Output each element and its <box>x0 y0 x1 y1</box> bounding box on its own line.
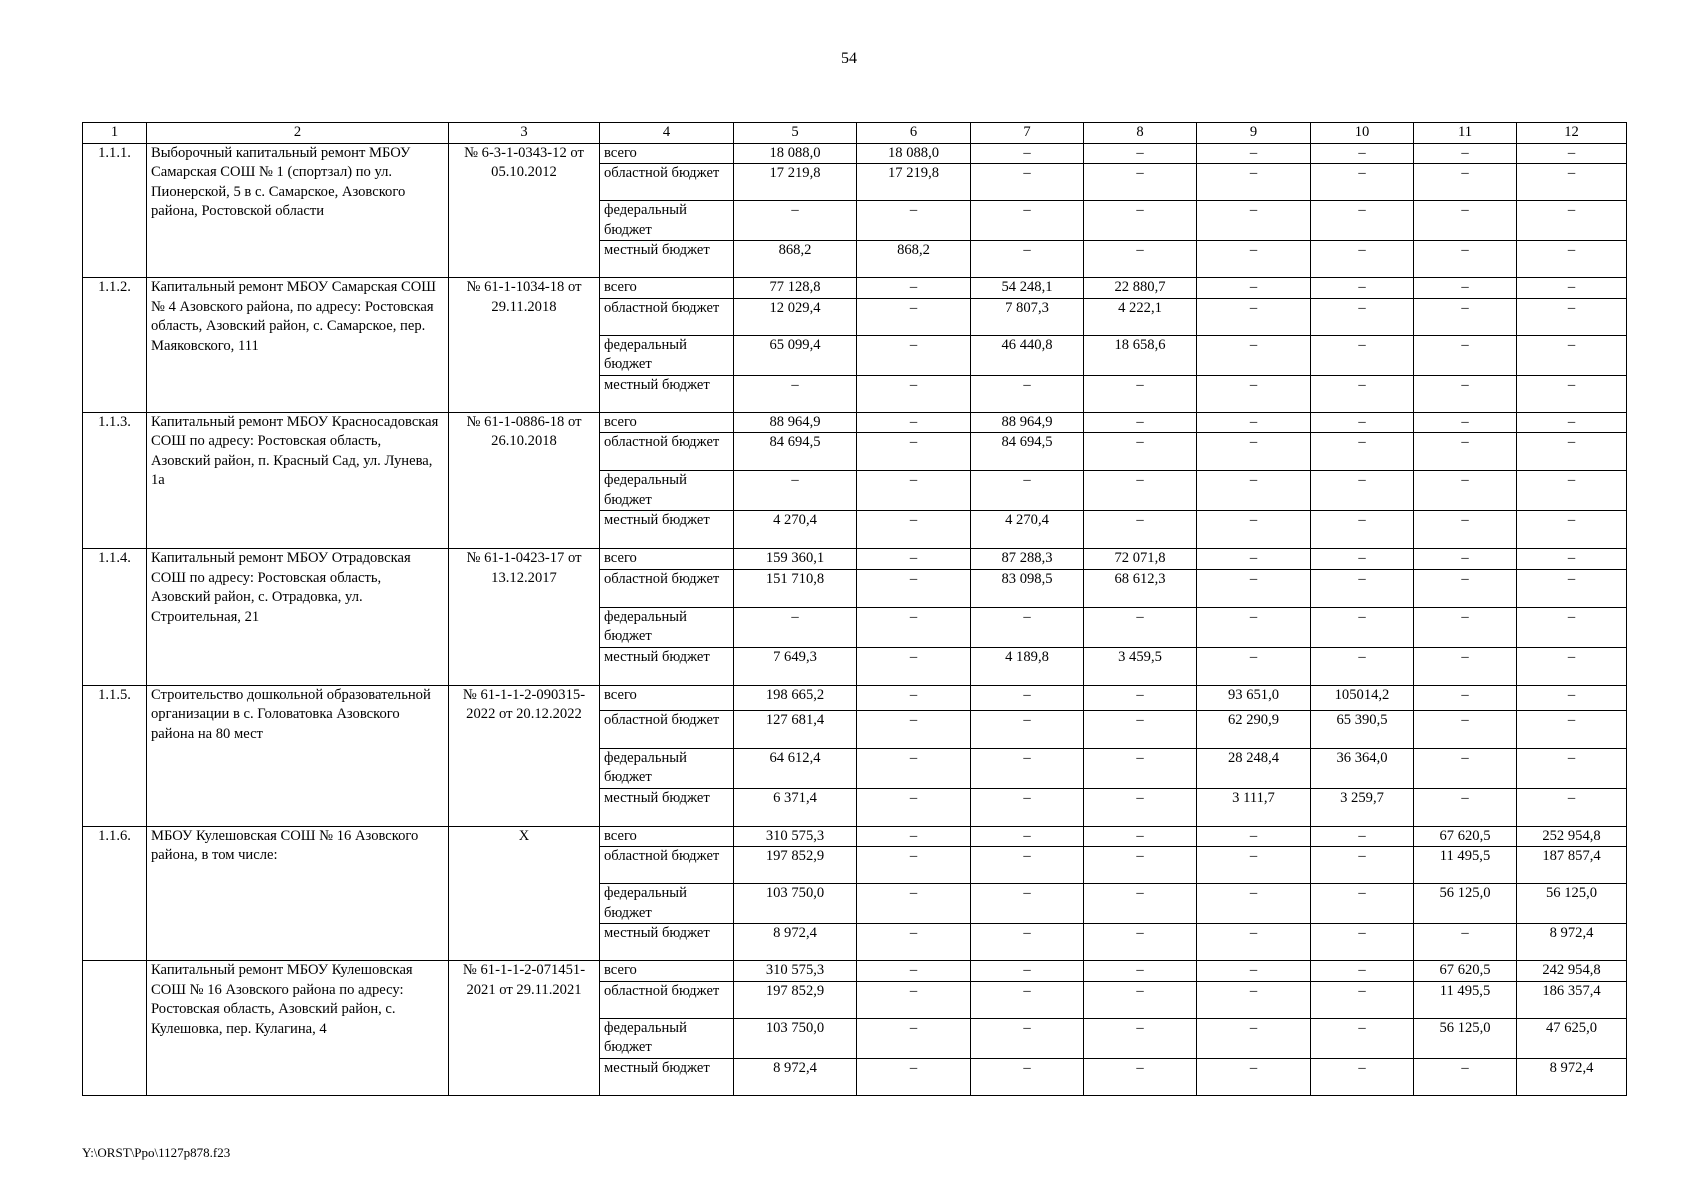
page-number: 54 <box>841 50 857 67</box>
amount-cell: – <box>1197 241 1311 278</box>
amount-cell: 4 189,8 <box>971 647 1084 685</box>
amount-cell: 8 972,4 <box>1517 924 1627 961</box>
amount-cell: – <box>1414 412 1517 433</box>
amount-cell: – <box>1414 924 1517 961</box>
funding-source: федеральный бюджет <box>600 884 734 924</box>
amount-cell: – <box>1517 143 1627 164</box>
funding-source: всего <box>600 278 734 299</box>
table-row <box>83 685 1627 710</box>
amount-cell: – <box>1084 143 1197 164</box>
section-name: Строительство дошкольной образовательной организации в с. Головатовка Азовского района на 80 мест <box>147 685 449 826</box>
amount-cell: – <box>1414 685 1517 710</box>
amount-cell: 87 288,3 <box>971 549 1084 570</box>
amount-cell: – <box>1311 826 1414 847</box>
section-number: 1.1.6. <box>83 826 147 961</box>
amount-cell: – <box>1084 201 1197 241</box>
amount-cell: – <box>1311 412 1414 433</box>
amount-cell: – <box>1197 924 1311 961</box>
funding-source: местный бюджет <box>600 924 734 961</box>
section-number: 1.1.1. <box>83 143 147 278</box>
amount-cell: – <box>734 471 857 511</box>
amount-cell: – <box>1084 375 1197 412</box>
amount-cell: 868,2 <box>734 241 857 278</box>
amount-cell: – <box>857 511 971 549</box>
funding-source: всего <box>600 143 734 164</box>
amount-cell: – <box>1311 433 1414 471</box>
funding-source: областной бюджет <box>600 164 734 201</box>
amount-cell: – <box>857 471 971 511</box>
amount-cell: 8 972,4 <box>1517 1058 1627 1095</box>
amount-cell: – <box>1197 471 1311 511</box>
amount-cell: 77 128,8 <box>734 278 857 299</box>
amount-cell: – <box>1197 647 1311 685</box>
amount-cell: 4 270,4 <box>971 511 1084 549</box>
amount-cell: – <box>1517 298 1627 335</box>
column-number: 12 <box>1517 123 1627 144</box>
amount-cell: 18 658,6 <box>1084 335 1197 375</box>
amount-cell: – <box>1414 511 1517 549</box>
amount-cell: – <box>1517 278 1627 299</box>
amount-cell: 6 371,4 <box>734 788 857 826</box>
funding-source: федеральный бюджет <box>600 1018 734 1058</box>
amount-cell: – <box>1517 375 1627 412</box>
amount-cell: 4 270,4 <box>734 511 857 549</box>
section-name: Капитальный ремонт МБОУ Кулешовская СОШ № 16 Азовского района по адресу: Ростовская область, Азовский район, с. Кулешовка, пер. Кулагина, 4 <box>147 961 449 1096</box>
amount-cell: – <box>1084 748 1197 788</box>
section-name: Капитальный ремонт МБОУ Красносадовская СОШ по адресу: Ростовская область, Азовский район, п. Красный Сад, ул. Лунева, 1а <box>147 412 449 549</box>
amount-cell: – <box>1517 685 1627 710</box>
amount-cell: 36 364,0 <box>1311 748 1414 788</box>
amount-cell: – <box>1084 1018 1197 1058</box>
amount-cell: – <box>1197 884 1311 924</box>
amount-cell: 7 649,3 <box>734 647 857 685</box>
amount-cell: 54 248,1 <box>971 278 1084 299</box>
amount-cell: – <box>1311 1018 1414 1058</box>
amount-cell: 197 852,9 <box>734 847 857 884</box>
amount-cell: 93 651,0 <box>1197 685 1311 710</box>
amount-cell: – <box>1414 549 1517 570</box>
table-row <box>83 826 1627 847</box>
amount-cell: – <box>1414 375 1517 412</box>
amount-cell: 127 681,4 <box>734 710 857 748</box>
amount-cell: 3 459,5 <box>1084 647 1197 685</box>
funding-source: областной бюджет <box>600 710 734 748</box>
amount-cell: – <box>1517 335 1627 375</box>
funding-source: всего <box>600 549 734 570</box>
amount-cell: – <box>1084 1058 1197 1095</box>
section-document: № 61-1-1-2-090315-2022 от 20.12.2022 <box>449 685 600 826</box>
amount-cell: – <box>971 143 1084 164</box>
amount-cell: – <box>1084 710 1197 748</box>
amount-cell: – <box>1414 278 1517 299</box>
amount-cell: – <box>1517 569 1627 607</box>
amount-cell: – <box>1197 201 1311 241</box>
funding-source: федеральный бюджет <box>600 607 734 647</box>
amount-cell: 18 088,0 <box>734 143 857 164</box>
amount-cell: – <box>1414 788 1517 826</box>
amount-cell: – <box>1414 471 1517 511</box>
funding-source: местный бюджет <box>600 241 734 278</box>
amount-cell: – <box>971 981 1084 1018</box>
amount-cell: – <box>857 278 971 299</box>
amount-cell: – <box>857 884 971 924</box>
section-document: № 61-1-0423-17 от 13.12.2017 <box>449 549 600 686</box>
amount-cell: 252 954,8 <box>1517 826 1627 847</box>
amount-cell: 103 750,0 <box>734 1018 857 1058</box>
amount-cell: – <box>857 335 971 375</box>
funding-source: областной бюджет <box>600 433 734 471</box>
amount-cell: – <box>857 647 971 685</box>
amount-cell: 8 972,4 <box>734 924 857 961</box>
funding-source: федеральный бюджет <box>600 201 734 241</box>
amount-cell: – <box>857 961 971 982</box>
section-name: Капитальный ремонт МБОУ Отрадовская СОШ по адресу: Ростовская область, Азовский район, с. Отрадовка, ул. Строительная, 21 <box>147 549 449 686</box>
amount-cell: – <box>1311 549 1414 570</box>
amount-cell: – <box>1084 471 1197 511</box>
amount-cell: – <box>1197 511 1311 549</box>
section-number: 1.1.5. <box>83 685 147 826</box>
amount-cell: – <box>857 375 971 412</box>
amount-cell: – <box>1311 164 1414 201</box>
column-number: 9 <box>1197 123 1311 144</box>
section-document: № 61-1-1034-18 от 29.11.2018 <box>449 278 600 413</box>
amount-cell: – <box>1197 1018 1311 1058</box>
amount-cell: 187 857,4 <box>1517 847 1627 884</box>
amount-cell: – <box>1084 961 1197 982</box>
funding-source: всего <box>600 826 734 847</box>
column-number: 5 <box>734 123 857 144</box>
amount-cell: 151 710,8 <box>734 569 857 607</box>
amount-cell: – <box>1197 335 1311 375</box>
amount-cell: – <box>857 298 971 335</box>
column-number: 8 <box>1084 123 1197 144</box>
funding-source: местный бюджет <box>600 511 734 549</box>
table-body <box>83 123 1627 1096</box>
table-row <box>83 549 1627 570</box>
amount-cell: 65 099,4 <box>734 335 857 375</box>
amount-cell: 242 954,8 <box>1517 961 1627 982</box>
amount-cell: – <box>971 847 1084 884</box>
amount-cell: – <box>1084 924 1197 961</box>
amount-cell: – <box>1311 961 1414 982</box>
amount-cell: – <box>1197 826 1311 847</box>
amount-cell: – <box>971 201 1084 241</box>
amount-cell: – <box>1197 607 1311 647</box>
amount-cell: 186 357,4 <box>1517 981 1627 1018</box>
amount-cell: – <box>971 826 1084 847</box>
amount-cell: 3 259,7 <box>1311 788 1414 826</box>
amount-cell: – <box>857 924 971 961</box>
amount-cell: 65 390,5 <box>1311 710 1414 748</box>
amount-cell: – <box>857 981 971 1018</box>
amount-cell: – <box>1517 471 1627 511</box>
budget-table <box>82 122 1627 1096</box>
amount-cell: 4 222,1 <box>1084 298 1197 335</box>
amount-cell: – <box>1414 1058 1517 1095</box>
amount-cell: – <box>1084 412 1197 433</box>
amount-cell: – <box>971 685 1084 710</box>
funding-source: федеральный бюджет <box>600 748 734 788</box>
amount-cell: – <box>971 924 1084 961</box>
funding-source: областной бюджет <box>600 569 734 607</box>
amount-cell: – <box>857 748 971 788</box>
section-number: 1.1.4. <box>83 549 147 686</box>
funding-source: местный бюджет <box>600 788 734 826</box>
amount-cell: – <box>1311 471 1414 511</box>
amount-cell: – <box>1311 241 1414 278</box>
amount-cell: – <box>1311 278 1414 299</box>
amount-cell: – <box>1084 884 1197 924</box>
amount-cell: – <box>971 961 1084 982</box>
amount-cell: – <box>971 1058 1084 1095</box>
amount-cell: – <box>857 1018 971 1058</box>
amount-cell: – <box>1311 981 1414 1018</box>
column-number: 6 <box>857 123 971 144</box>
amount-cell: 11 495,5 <box>1414 981 1517 1018</box>
amount-cell: – <box>1197 847 1311 884</box>
amount-cell: 67 620,5 <box>1414 961 1517 982</box>
amount-cell: – <box>857 412 971 433</box>
amount-cell: – <box>1197 569 1311 607</box>
amount-cell: 68 612,3 <box>1084 569 1197 607</box>
amount-cell: – <box>1084 847 1197 884</box>
amount-cell: – <box>1197 375 1311 412</box>
amount-cell: – <box>1311 569 1414 607</box>
amount-cell: – <box>857 1058 971 1095</box>
amount-cell: 46 440,8 <box>971 335 1084 375</box>
amount-cell: – <box>1311 335 1414 375</box>
section-number: 1.1.2. <box>83 278 147 413</box>
amount-cell: – <box>1517 241 1627 278</box>
amount-cell: 12 029,4 <box>734 298 857 335</box>
amount-cell: – <box>734 375 857 412</box>
amount-cell: – <box>1414 164 1517 201</box>
column-number: 2 <box>147 123 449 144</box>
amount-cell: – <box>1414 607 1517 647</box>
column-number: 4 <box>600 123 734 144</box>
amount-cell: – <box>971 241 1084 278</box>
column-number: 7 <box>971 123 1084 144</box>
amount-cell: 47 625,0 <box>1517 1018 1627 1058</box>
amount-cell: – <box>1517 433 1627 471</box>
amount-cell: – <box>1084 981 1197 1018</box>
amount-cell: – <box>857 607 971 647</box>
amount-cell: – <box>971 710 1084 748</box>
amount-cell: – <box>971 788 1084 826</box>
amount-cell: – <box>857 549 971 570</box>
amount-cell: – <box>1197 433 1311 471</box>
amount-cell: – <box>1414 433 1517 471</box>
amount-cell: – <box>1414 710 1517 748</box>
amount-cell: – <box>1197 549 1311 570</box>
amount-cell: – <box>1517 549 1627 570</box>
amount-cell: – <box>1517 607 1627 647</box>
amount-cell: – <box>1197 143 1311 164</box>
amount-cell: – <box>971 748 1084 788</box>
amount-cell: 8 972,4 <box>734 1058 857 1095</box>
amount-cell: – <box>1311 201 1414 241</box>
amount-cell: 17 219,8 <box>734 164 857 201</box>
funding-source: местный бюджет <box>600 647 734 685</box>
amount-cell: – <box>1517 164 1627 201</box>
amount-cell: – <box>857 685 971 710</box>
funding-source: всего <box>600 412 734 433</box>
amount-cell: – <box>971 164 1084 201</box>
amount-cell: 88 964,9 <box>971 412 1084 433</box>
amount-cell: 310 575,3 <box>734 961 857 982</box>
amount-cell: – <box>1311 884 1414 924</box>
amount-cell: – <box>1197 412 1311 433</box>
amount-cell: – <box>857 201 971 241</box>
amount-cell: – <box>1311 143 1414 164</box>
amount-cell: 62 290,9 <box>1197 710 1311 748</box>
amount-cell: – <box>971 884 1084 924</box>
funding-source: областной бюджет <box>600 981 734 1018</box>
amount-cell: 198 665,2 <box>734 685 857 710</box>
table-row <box>83 278 1627 299</box>
amount-cell: – <box>1084 241 1197 278</box>
amount-cell: 105014,2 <box>1311 685 1414 710</box>
amount-cell: 64 612,4 <box>734 748 857 788</box>
amount-cell: – <box>1197 298 1311 335</box>
amount-cell: – <box>857 788 971 826</box>
funding-source: всего <box>600 961 734 982</box>
amount-cell: – <box>971 375 1084 412</box>
amount-cell: – <box>1517 748 1627 788</box>
amount-cell: – <box>971 1018 1084 1058</box>
amount-cell: 22 880,7 <box>1084 278 1197 299</box>
funding-source: местный бюджет <box>600 375 734 412</box>
amount-cell: – <box>1414 201 1517 241</box>
amount-cell: – <box>1311 511 1414 549</box>
funding-source: федеральный бюджет <box>600 471 734 511</box>
amount-cell: – <box>1311 298 1414 335</box>
section-document: № 61-1-0886-18 от 26.10.2018 <box>449 412 600 549</box>
amount-cell: 197 852,9 <box>734 981 857 1018</box>
funding-source: федеральный бюджет <box>600 335 734 375</box>
column-number: 11 <box>1414 123 1517 144</box>
section-document: Х <box>449 826 600 961</box>
section-number <box>83 961 147 1096</box>
amount-cell: 17 219,8 <box>857 164 971 201</box>
amount-cell: – <box>857 826 971 847</box>
amount-cell: – <box>1197 1058 1311 1095</box>
amount-cell: – <box>1414 335 1517 375</box>
amount-cell: – <box>1197 164 1311 201</box>
amount-cell: 72 071,8 <box>1084 549 1197 570</box>
funding-source: областной бюджет <box>600 298 734 335</box>
amount-cell: – <box>1414 569 1517 607</box>
funding-source: областной бюджет <box>600 847 734 884</box>
amount-cell: – <box>1311 847 1414 884</box>
table-row <box>83 143 1627 164</box>
amount-cell: – <box>1414 748 1517 788</box>
amount-cell: – <box>1414 298 1517 335</box>
amount-cell: – <box>1084 433 1197 471</box>
column-number: 1 <box>83 123 147 144</box>
column-number: 10 <box>1311 123 1414 144</box>
amount-cell: – <box>971 607 1084 647</box>
amount-cell: – <box>857 569 971 607</box>
amount-cell: – <box>857 847 971 884</box>
amount-cell: – <box>1084 511 1197 549</box>
section-name: Выборочный капитальный ремонт МБОУ Самарская СОШ № 1 (спортзал) по ул. Пионерской, 5 в с. Самарское, Азовского района, Ростовской области <box>147 143 449 278</box>
amount-cell: – <box>1517 647 1627 685</box>
amount-cell: – <box>1311 924 1414 961</box>
amount-cell: – <box>1311 375 1414 412</box>
column-number: 3 <box>449 123 600 144</box>
amount-cell: 84 694,5 <box>971 433 1084 471</box>
amount-cell: 18 088,0 <box>857 143 971 164</box>
amount-cell: – <box>1414 143 1517 164</box>
amount-cell: – <box>1517 511 1627 549</box>
amount-cell: – <box>1197 961 1311 982</box>
amount-cell: 83 098,5 <box>971 569 1084 607</box>
section-name: Капитальный ремонт МБОУ Самарская СОШ № 4 Азовского района, по адресу: Ростовская область, Азовский район, с. Самарское, пер. Маяковского, 111 <box>147 278 449 413</box>
amount-cell: 84 694,5 <box>734 433 857 471</box>
amount-cell: – <box>857 710 971 748</box>
amount-cell: 56 125,0 <box>1414 1018 1517 1058</box>
amount-cell: – <box>1084 685 1197 710</box>
amount-cell: 310 575,3 <box>734 826 857 847</box>
column-number-row <box>83 123 1627 144</box>
amount-cell: – <box>971 471 1084 511</box>
amount-cell: – <box>1414 647 1517 685</box>
amount-cell: – <box>1311 647 1414 685</box>
amount-cell: – <box>1414 241 1517 278</box>
amount-cell: – <box>1517 412 1627 433</box>
section-document: № 61-1-1-2-071451-2021 от 29.11.2021 <box>449 961 600 1096</box>
amount-cell: – <box>1084 826 1197 847</box>
amount-cell: – <box>1084 788 1197 826</box>
amount-cell: – <box>1084 607 1197 647</box>
amount-cell: 56 125,0 <box>1414 884 1517 924</box>
amount-cell: 56 125,0 <box>1517 884 1627 924</box>
funding-source: местный бюджет <box>600 1058 734 1095</box>
amount-cell: 868,2 <box>857 241 971 278</box>
table-row <box>83 961 1627 982</box>
amount-cell: 103 750,0 <box>734 884 857 924</box>
amount-cell: – <box>1311 607 1414 647</box>
amount-cell: – <box>734 607 857 647</box>
amount-cell: – <box>1311 1058 1414 1095</box>
amount-cell: – <box>1517 710 1627 748</box>
amount-cell: 11 495,5 <box>1414 847 1517 884</box>
funding-source: всего <box>600 685 734 710</box>
amount-cell: 67 620,5 <box>1414 826 1517 847</box>
amount-cell: 88 964,9 <box>734 412 857 433</box>
amount-cell: – <box>1084 164 1197 201</box>
section-name: МБОУ Кулешовская СОШ № 16 Азовского района, в том числе: <box>147 826 449 961</box>
amount-cell: 7 807,3 <box>971 298 1084 335</box>
table-row <box>83 412 1627 433</box>
amount-cell: – <box>857 433 971 471</box>
amount-cell: – <box>1517 788 1627 826</box>
amount-cell: 3 111,7 <box>1197 788 1311 826</box>
amount-cell: – <box>1197 981 1311 1018</box>
section-document: № 6-3-1-0343-12 от 05.10.2012 <box>449 143 600 278</box>
amount-cell: – <box>734 201 857 241</box>
amount-cell: 159 360,1 <box>734 549 857 570</box>
section-number: 1.1.3. <box>83 412 147 549</box>
amount-cell: – <box>1197 278 1311 299</box>
amount-cell: 28 248,4 <box>1197 748 1311 788</box>
file-path-footer: Y:\ORST\Ppo\1127p878.f23 <box>82 1145 231 1160</box>
amount-cell: – <box>1517 201 1627 241</box>
